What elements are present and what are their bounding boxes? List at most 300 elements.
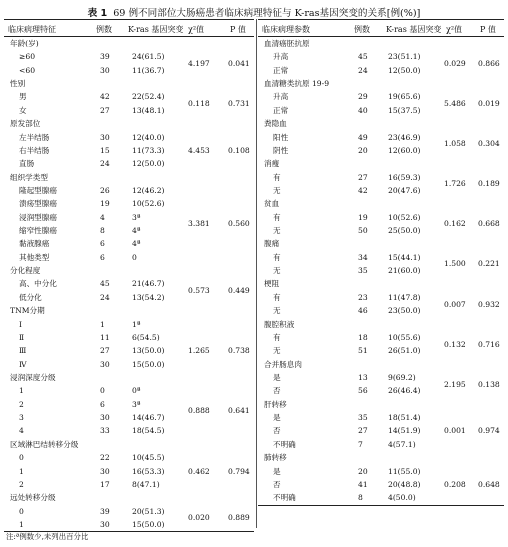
row-mutation: 15(50.0) (132, 519, 165, 529)
row-label: 隆起型腺癌 (19, 185, 57, 195)
row-label: 其他类型 (19, 252, 50, 262)
row-label: 阳性 (273, 132, 289, 142)
table-group-row (4, 438, 254, 451)
row-count: 30 (100, 413, 110, 423)
row-label: 否 (273, 479, 281, 489)
row-count: 6 (100, 239, 105, 249)
chi-square-value: 0.118 (188, 99, 210, 109)
right-header-row (258, 20, 504, 37)
row-label: 有 (273, 252, 281, 262)
chi-square-value: 1.265 (188, 346, 210, 356)
chi-square-value: 0.020 (188, 513, 210, 523)
chi-square-value: 3.381 (188, 219, 210, 229)
p-value: 0.731 (228, 99, 250, 109)
p-value: 0.794 (228, 466, 250, 476)
footnote: 注:ª例数少,未列出百分比 (6, 532, 89, 541)
row-mutation: 10(52.6) (388, 212, 421, 222)
row-count: 27 (100, 346, 110, 356)
row-count: 24 (358, 65, 368, 75)
table-row (4, 50, 254, 63)
chi-square-value: 4.197 (188, 59, 210, 69)
chi-square-value: 2.195 (444, 379, 466, 389)
table-row (4, 90, 254, 103)
row-mutation: 0ª (132, 386, 141, 396)
p-value: 0.019 (478, 99, 500, 109)
row-label: 性别 (10, 79, 26, 89)
row-label: ≥60 (19, 52, 36, 62)
row-count: 30 (100, 132, 110, 142)
row-label: 不明确 (273, 439, 296, 449)
row-label: 2 (19, 399, 24, 409)
table-group-row (4, 77, 254, 90)
row-label: 直肠 (19, 159, 35, 169)
row-mutation: 15(44.1) (388, 252, 421, 262)
table-group-row (258, 358, 504, 371)
row-count: 6 (100, 399, 105, 409)
table-row (258, 144, 504, 157)
left-table (4, 19, 254, 532)
row-count: 13 (358, 372, 368, 382)
table-row (4, 237, 254, 250)
table-row (4, 478, 254, 491)
row-label: 溃疡型腺癌 (19, 199, 57, 209)
table-group-row (4, 491, 254, 504)
table-group-row (4, 171, 254, 184)
table-row (4, 104, 254, 117)
right-rows (258, 37, 504, 505)
row-label: 缩窄性腺癌 (19, 226, 57, 236)
row-mutation: 1ª (132, 319, 141, 329)
row-mutation: 19(65.6) (388, 92, 421, 102)
table-row (258, 304, 504, 317)
header-p: P 值 (230, 25, 246, 34)
row-mutation: 13(48.1) (132, 105, 165, 115)
row-count: 15 (100, 145, 110, 155)
table-row (4, 384, 254, 397)
row-mutation: 14(51.9) (388, 426, 421, 436)
chi-square-value: 4.453 (188, 145, 210, 155)
row-mutation: 26(46.4) (388, 386, 421, 396)
row-count: 30 (100, 519, 110, 529)
row-label: Ⅰ (19, 319, 22, 329)
row-label: 无 (273, 226, 281, 236)
row-label: 区域淋巴结转移分级 (10, 439, 79, 449)
row-mutation: 24(61.5) (132, 52, 165, 62)
row-mutation: 9(69.2) (388, 372, 416, 382)
p-value: 0.716 (478, 339, 500, 349)
chi-square-value: 5.486 (444, 99, 466, 109)
header-mutation: K-ras 基因突变 (386, 25, 442, 34)
table-row (258, 184, 504, 197)
table-row (258, 491, 504, 504)
row-label: 腹腔积液 (264, 319, 295, 329)
row-label: 否 (273, 386, 281, 396)
row-label: 浸润深度分级 (10, 372, 56, 382)
header-count: 例数 (96, 25, 112, 34)
row-count: 49 (358, 132, 368, 142)
row-label: 1 (19, 466, 24, 476)
row-label: 正常 (273, 65, 289, 75)
row-label: 无 (273, 346, 281, 356)
row-label: 右半结肠 (19, 145, 50, 155)
table-row (258, 331, 504, 344)
p-value: 0.866 (478, 59, 500, 69)
chi-square-value: 0.573 (188, 286, 210, 296)
row-label: 是 (273, 413, 281, 423)
row-mutation: 12(50.0) (388, 65, 421, 75)
row-label: 无 (273, 306, 281, 316)
row-mutation: 18(54.5) (132, 426, 165, 436)
table-row (4, 251, 254, 264)
table-row (258, 424, 504, 437)
chi-square-value: 0.208 (444, 479, 466, 489)
chi-square-value: 0.007 (444, 299, 466, 309)
p-value: 0.641 (228, 406, 250, 416)
header-count: 例数 (354, 25, 370, 34)
table-row (4, 505, 254, 518)
row-label: 原发部位 (10, 119, 41, 129)
table-group-row (258, 157, 504, 170)
row-count: 18 (358, 332, 368, 342)
row-mutation: 10(45.5) (132, 453, 165, 463)
table-row (4, 157, 254, 170)
table-row (258, 291, 504, 304)
row-mutation: 11(36.7) (132, 65, 165, 75)
table-row (4, 224, 254, 237)
row-label: Ⅳ (19, 359, 27, 369)
row-mutation: 8(47.1) (132, 479, 160, 489)
table-group-row (258, 237, 504, 250)
row-label: 梗阻 (264, 279, 280, 289)
row-count: 45 (100, 279, 110, 289)
row-count: 30 (100, 466, 110, 476)
row-label: 消瘦 (264, 159, 280, 169)
table-row (258, 478, 504, 491)
chi-square-value: 0.462 (188, 466, 210, 476)
table-group-row (4, 37, 254, 50)
row-mutation: 16(59.3) (388, 172, 421, 182)
p-value: 0.041 (228, 59, 250, 69)
row-mutation: 18(51.4) (388, 413, 421, 423)
row-mutation: 3ª (132, 399, 141, 409)
table-group-row (258, 117, 504, 130)
table-row (258, 371, 504, 384)
row-label: 血清糖类抗原 19-9 (264, 79, 330, 89)
table-group-row (4, 117, 254, 130)
row-label: 升高 (273, 52, 289, 62)
row-mutation: 10(52.6) (132, 199, 165, 209)
table-row (258, 131, 504, 144)
row-count: 1 (100, 319, 105, 329)
table-number: 表 1 (87, 8, 108, 19)
row-label: 有 (273, 172, 281, 182)
table-row (4, 465, 254, 478)
table-row (258, 384, 504, 397)
table-group-row (258, 318, 504, 331)
row-mutation: 4ª (132, 239, 141, 249)
header-param: 临床病理参数 (262, 25, 310, 34)
p-value: 0.221 (478, 259, 500, 269)
row-count: 22 (100, 453, 110, 463)
row-label: Ⅲ (19, 346, 27, 356)
row-count: 20 (358, 466, 368, 476)
chi-square-value: 1.500 (444, 259, 466, 269)
p-value: 0.449 (228, 286, 250, 296)
row-mutation: 13(54.2) (132, 292, 165, 302)
row-label: 1 (19, 519, 24, 529)
row-count: 20 (358, 145, 368, 155)
row-mutation: 4ª (132, 226, 141, 236)
row-count: 42 (100, 92, 110, 102)
row-count: 17 (100, 479, 110, 489)
table-group-row (258, 398, 504, 411)
p-value: 0.668 (478, 219, 500, 229)
table-group-row (258, 277, 504, 290)
p-value: 0.189 (478, 179, 500, 189)
table-row (258, 264, 504, 277)
row-mutation: 22(52.4) (132, 92, 165, 102)
column-divider (256, 19, 257, 528)
row-count: 11 (100, 332, 110, 342)
row-count: 39 (100, 52, 110, 62)
table-row (4, 131, 254, 144)
table-row (4, 197, 254, 210)
row-count: 26 (100, 185, 110, 195)
row-mutation: 12(50.0) (132, 159, 165, 169)
row-count: 27 (100, 105, 110, 115)
row-count: 40 (358, 105, 368, 115)
row-mutation: 16(53.3) (132, 466, 165, 476)
row-mutation: 12(46.2) (132, 185, 165, 195)
table-row (4, 291, 254, 304)
row-label: Ⅱ (19, 332, 25, 342)
row-label: 左半结肠 (19, 132, 50, 142)
table-row (258, 224, 504, 237)
row-label: 远处转移分级 (10, 493, 56, 503)
table-group-row (258, 197, 504, 210)
row-label: 高、中分化 (19, 279, 57, 289)
row-label: 低分化 (19, 292, 42, 302)
row-label: 分化程度 (10, 266, 41, 276)
table-row (258, 50, 504, 63)
row-mutation: 14(46.7) (132, 413, 165, 423)
chi-square-value: 1.726 (444, 179, 466, 189)
chi-square-value: 0.001 (444, 426, 466, 436)
row-count: 4 (100, 212, 105, 222)
row-count: 0 (100, 386, 105, 396)
row-mutation: 23(46.9) (388, 132, 421, 142)
row-count: 30 (100, 65, 110, 75)
row-count: 45 (358, 52, 368, 62)
table-row (4, 331, 254, 344)
row-label: 年龄(岁) (10, 39, 39, 48)
table-row (258, 411, 504, 424)
row-label: 1 (19, 386, 24, 396)
p-value: 0.648 (478, 479, 500, 489)
header-chi: χ²值 (188, 25, 205, 34)
row-label: <60 (19, 65, 36, 75)
row-label: 3 (19, 413, 24, 423)
header-chi: χ²值 (446, 25, 463, 34)
row-label: 男 (19, 92, 27, 102)
table-row (258, 344, 504, 357)
table-caption: 69 例不同部位大肠癌患者临床病理特征与 K-ras基因突变的关系[例(%)] (113, 8, 421, 19)
row-count: 29 (358, 92, 368, 102)
p-value: 0.304 (478, 139, 500, 149)
row-count: 24 (100, 292, 110, 302)
table-row (4, 144, 254, 157)
table-row (4, 64, 254, 77)
row-label: 是 (273, 466, 281, 476)
row-mutation: 23(50.0) (388, 306, 421, 316)
table-row (4, 358, 254, 371)
table-row (4, 344, 254, 357)
row-count: 35 (358, 266, 368, 276)
row-mutation: 12(60.0) (388, 145, 421, 155)
row-label: 有 (273, 332, 281, 342)
row-label: TNM分期 (10, 306, 45, 316)
row-label: 腹痛 (264, 239, 280, 249)
row-label: 不明确 (273, 493, 296, 503)
row-mutation: 11(47.8) (388, 292, 421, 302)
row-count: 19 (100, 199, 110, 209)
row-mutation: 20(47.6) (388, 185, 421, 195)
row-label: 4 (19, 426, 24, 436)
row-label: 正常 (273, 105, 289, 115)
row-mutation: 11(73.3) (132, 145, 165, 155)
row-count: 7 (358, 439, 363, 449)
row-count: 30 (100, 359, 110, 369)
row-mutation: 4(50.0) (388, 493, 416, 503)
row-label: 阴性 (273, 145, 289, 155)
table-row (258, 465, 504, 478)
row-label: 无 (273, 266, 281, 276)
row-mutation: 4(57.1) (388, 439, 416, 449)
row-label: 组织学类型 (10, 172, 48, 182)
row-count: 8 (358, 493, 363, 503)
row-count: 41 (358, 479, 368, 489)
row-label: 女 (19, 105, 27, 115)
chi-square-value: 0.888 (188, 406, 210, 416)
chi-square-value: 1.058 (444, 139, 466, 149)
table-row (4, 277, 254, 290)
header-p: P 值 (480, 25, 496, 34)
table-row (4, 398, 254, 411)
row-count: 33 (100, 426, 110, 436)
row-mutation: 15(37.5) (388, 105, 421, 115)
row-mutation: 21(60.0) (388, 266, 421, 276)
table-row (258, 251, 504, 264)
row-label: 升高 (273, 92, 289, 102)
table-row (4, 211, 254, 224)
table-group-row (4, 264, 254, 277)
row-mutation: 23(51.1) (388, 52, 421, 62)
row-label: 有 (273, 212, 281, 222)
table-row (4, 518, 254, 531)
row-count: 6 (100, 252, 105, 262)
header-feature: 临床病理特征 (8, 25, 56, 34)
row-mutation: 26(51.0) (388, 346, 421, 356)
p-value: 0.108 (228, 145, 250, 155)
row-mutation: 12(40.0) (132, 132, 165, 142)
row-count: 23 (358, 292, 368, 302)
row-label: 血清癌胚抗原 (264, 39, 310, 48)
table-row (258, 64, 504, 77)
table-row (258, 104, 504, 117)
row-mutation: 11(55.0) (388, 466, 421, 476)
row-mutation: 20(48.8) (388, 479, 421, 489)
table-title (0, 5, 508, 19)
row-label: 黏液腺癌 (19, 239, 50, 249)
row-label: 有 (273, 292, 281, 302)
chi-square-value: 0.132 (444, 339, 466, 349)
table-group-row (4, 304, 254, 317)
row-count: 56 (358, 386, 368, 396)
p-value: 0.560 (228, 219, 250, 229)
row-count: 42 (358, 185, 368, 195)
row-mutation: 0 (132, 252, 137, 262)
row-label: 贫血 (264, 199, 280, 209)
table-row (4, 451, 254, 464)
table-row (258, 211, 504, 224)
table-row (4, 424, 254, 437)
row-mutation: 6(54.5) (132, 332, 160, 342)
row-count: 51 (358, 346, 368, 356)
row-count: 39 (100, 506, 110, 516)
table-row (4, 318, 254, 331)
row-label: 是 (273, 372, 281, 382)
row-label: 肺转移 (264, 453, 287, 463)
row-label: 0 (19, 453, 24, 463)
row-label: 粪隐血 (264, 119, 287, 129)
row-label: 合并肠息肉 (264, 359, 302, 369)
p-value: 0.738 (228, 346, 250, 356)
row-count: 34 (358, 252, 368, 262)
row-mutation: 15(50.0) (132, 359, 165, 369)
row-label: 浸润型腺癌 (19, 212, 57, 222)
row-label: 0 (19, 506, 24, 516)
table-row (258, 171, 504, 184)
left-rows (4, 37, 254, 531)
row-mutation: 20(51.3) (132, 506, 165, 516)
row-mutation: 3ª (132, 212, 141, 222)
p-value: 0.974 (478, 426, 500, 436)
left-header-row (4, 20, 254, 37)
table-row (258, 90, 504, 103)
table-row (4, 184, 254, 197)
row-label: 无 (273, 185, 281, 195)
row-count: 27 (358, 426, 368, 436)
p-value: 0.932 (478, 299, 500, 309)
right-table (258, 19, 504, 506)
header-mutation: K-ras 基因突变 (128, 25, 184, 34)
row-count: 19 (358, 212, 368, 222)
p-value: 0.138 (478, 379, 500, 389)
chi-square-value: 0.029 (444, 59, 466, 69)
table-row (4, 411, 254, 424)
p-value: 0.889 (228, 513, 250, 523)
chi-square-value: 0.162 (444, 219, 466, 229)
row-mutation: 21(46.7) (132, 279, 165, 289)
row-label: 否 (273, 426, 281, 436)
row-mutation: 13(50.0) (132, 346, 165, 356)
table-group-row (4, 371, 254, 384)
row-count: 50 (358, 226, 368, 236)
row-label: 肝转移 (264, 399, 287, 409)
row-count: 46 (358, 306, 368, 316)
row-mutation: 25(50.0) (388, 226, 421, 236)
row-count: 35 (358, 413, 368, 423)
